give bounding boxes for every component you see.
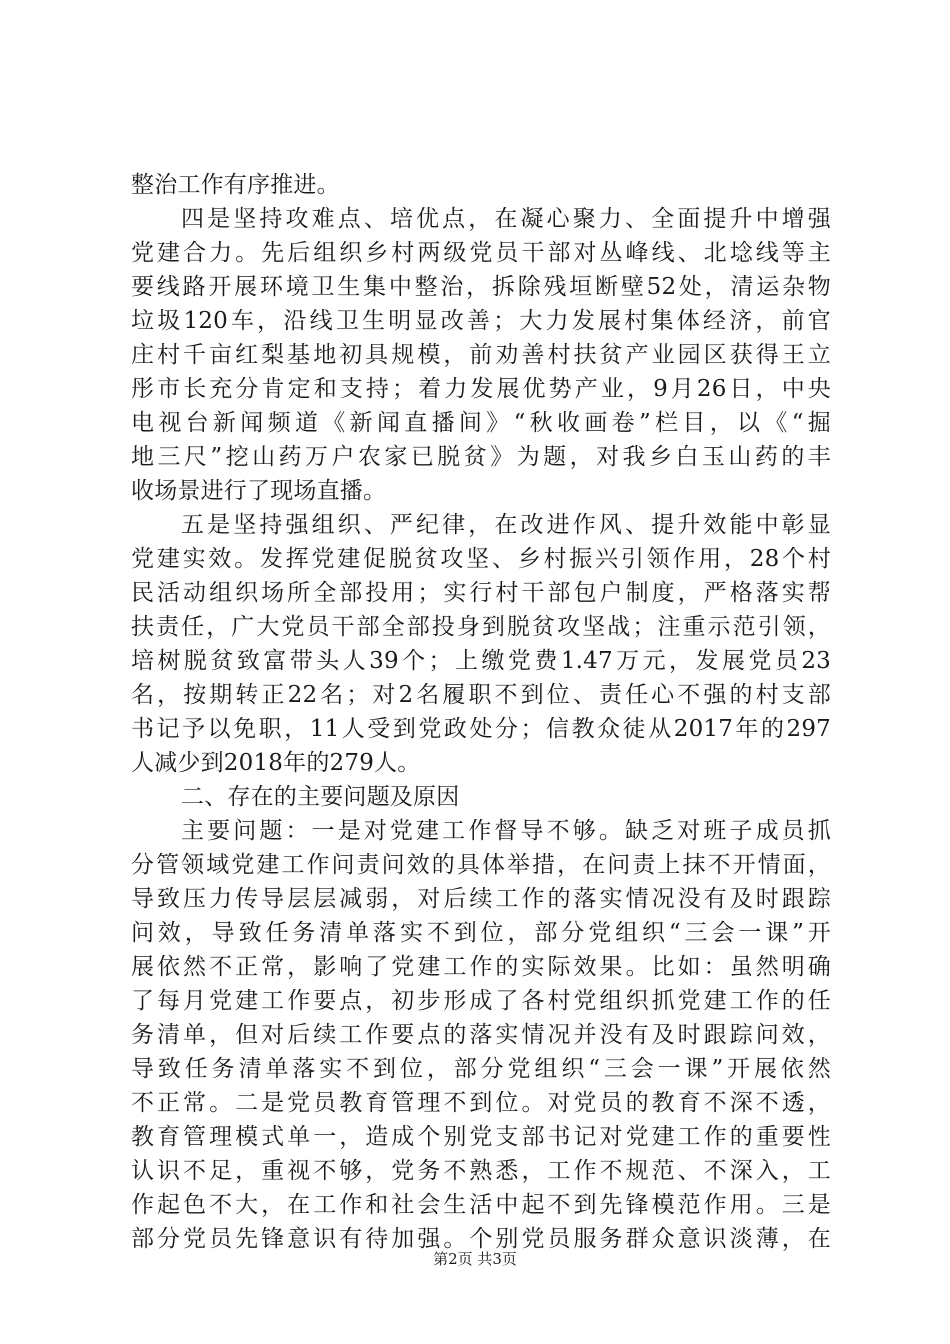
- text-line: 党建合力。先后组织乡村两级党员干部对丛峰线、北埝线等主: [131, 240, 831, 266]
- text-line: 展依然不正常，影响了党建工作的实际效果。比如：虽然明确: [131, 954, 831, 980]
- text-line: 四是坚持攻难点、培优点，在凝心聚力、全面提升中增强: [181, 206, 831, 232]
- text-line: 书记予以免职，11人受到党政处分；信教众徒从2017年的297: [131, 716, 831, 742]
- text-line: 主要问题：一是对党建工作督导不够。缺乏对班子成员抓: [181, 818, 831, 844]
- text-line: 不正常。二是党员教育管理不到位。对党员的教育不深不透，: [131, 1090, 831, 1116]
- text-line: 认识不足，重视不够，党务不熟悉，工作不规范、不深入，工: [131, 1158, 831, 1184]
- text-line: 部分党员先锋意识有待加强。个别党员服务群众意识淡薄，在: [131, 1226, 831, 1252]
- text-line: 分管领域党建工作问责问效的具体举措，在问责上抹不开情面，: [131, 852, 831, 878]
- text-line: 作起色不大，在工作和社会生活中起不到先锋模范作用。三是: [131, 1192, 831, 1218]
- text-line: 垃圾120车，沿线卫生明显改善；大力发展村集体经济，前官: [131, 308, 831, 334]
- text-line: 党建实效。发挥党建促脱贫攻坚、乡村振兴引领作用，28个村: [131, 546, 831, 572]
- text-line: 收场景进行了现场直播。: [131, 478, 387, 504]
- text-line: 培树脱贫致富带头人39个；上缴党费1.47万元，发展党员23: [131, 648, 831, 674]
- text-line: 五是坚持强组织、严纪律，在改进作风、提升效能中彰显: [181, 512, 831, 538]
- text-line: 整治工作有序推进。: [131, 172, 340, 198]
- text-line: 导致压力传导层层减弱，对后续工作的落实情况没有及时跟踪: [131, 886, 831, 912]
- text-line: 地三尺”挖山药万户农家已脱贫》为题，对我乡白玉山药的丰: [131, 444, 831, 470]
- text-line: 人减少到2018年的279人。: [131, 750, 421, 776]
- text-line: 教育管理模式单一，造成个别党支部书记对党建工作的重要性: [131, 1124, 831, 1150]
- text-line: 导致任务清单落实不到位，部分党组织“三会一课”开展依然: [131, 1056, 831, 1082]
- text-line: 扶责任，广大党员干部全部投身到脱贫攻坚战；注重示范引领，: [131, 614, 831, 640]
- document-body: [131, 168, 831, 1256]
- text-line: 民活动组织场所全部投用；实行村干部包户制度，严格落实帮: [131, 580, 831, 606]
- text-line: 庄村千亩红梨基地初具规模，前劝善村扶贫产业园区获得王立: [131, 342, 831, 368]
- text-line: 名，按期转正22名；对2名履职不到位、责任心不强的村支部: [131, 682, 831, 708]
- text-line: 电视台新闻频道《新闻直播间》“秋收画卷”栏目，以《“掘: [131, 410, 831, 436]
- page-footer: 第2页 共3页: [433, 1250, 517, 1268]
- text-line: 彤市长充分肯定和支持；着力发展优势产业，9月26日，中央: [131, 376, 831, 402]
- text-line: 要线路开展环境卫生集中整治，拆除残垣断壁52处，清运杂物: [131, 274, 831, 300]
- text-line: 问效，导致任务清单落实不到位，部分党组织“三会一课”开: [131, 920, 831, 946]
- text-line: 二、存在的主要问题及原因: [181, 784, 460, 810]
- text-line: 了每月党建工作要点，初步形成了各村党组织抓党建工作的任: [131, 988, 831, 1014]
- text-line: 务清单，但对后续工作要点的落实情况并没有及时跟踪问效，: [131, 1022, 831, 1048]
